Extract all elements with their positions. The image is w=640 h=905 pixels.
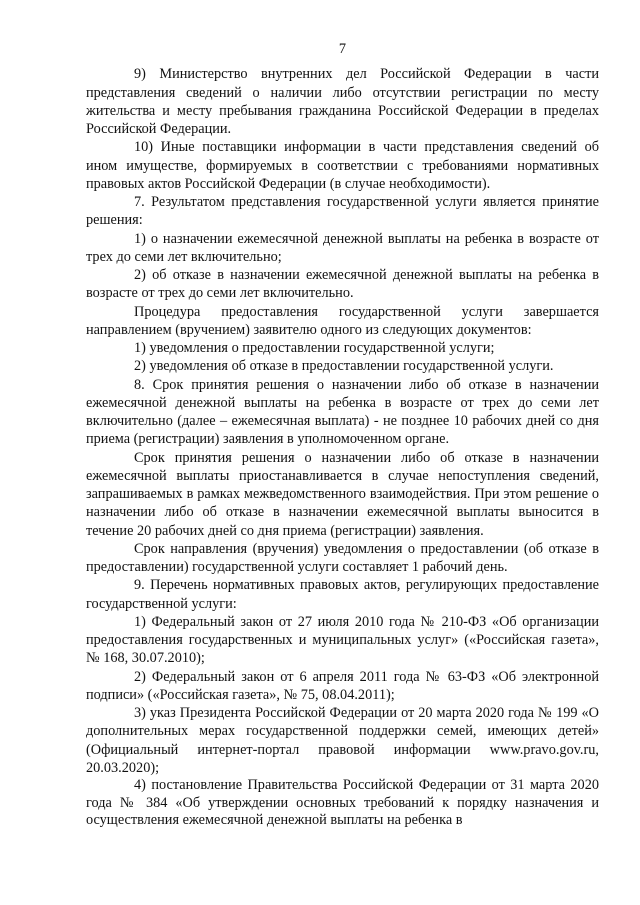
paragraph-procedure-completion: Процедура предоставления государственной услуги завершается направлением (вручением) заявителю одного из следующих документов: <box>86 303 599 338</box>
paragraph-notice-deadline: Срок направления (вручения) уведомления о предоставлении (об отказе в предоставлении) государственной услуги составляет 1 рабочий день. <box>86 540 599 575</box>
paragraph-act-3-presidential-decree: 3) указ Президента Российской Федерации от 20 марта 2020 года № 199 «О дополнительных мерах государственной поддержки семей, имеющих детей» (Официальный интернет-портал правовой информации www.pravo.gov.ru, 20.03.2020); <box>86 705 599 776</box>
paragraph-doc-1-notice-grant: 1) уведомления о предоставлении государственной услуги; <box>134 340 495 356</box>
paragraph-act-2-federal-law-63: 2) Федеральный закон от 6 апреля 2011 года № 63-ФЗ «Об электронной подписи» («Российская газета», № 75, 08.04.2011); <box>86 668 599 703</box>
paragraph-item-9-mvd: 9) Министерство внутренних дел Российской Федерации в части представления сведений о наличии либо отсутствии регистрации по месту жительства и месту пребывания гражданина Российской Федерации в пределах Российской Федерации. <box>86 66 599 137</box>
paragraph-deadline-suspension: Срок принятия решения о назначении либо об отказе в назначении ежемесячной выплаты приостанавливается в случае непоступления сведений, запрашиваемых в рамках межведомственного взаимодействия. При этом решение о назначении либо об отказе в назначении ежемесячной выплаты выносится в течение 20 рабочих дней со дня приема (регистрации) заявления. <box>86 449 599 539</box>
paragraph-item-10-other-providers: 10) Иные поставщики информации в части представления сведений об ином имуществе, формируемых в соответствии с требованиями нормативных правовых актов Российской Федерации (в случае необходимости). <box>86 139 599 192</box>
paragraph-result-1-grant: 1) о назначении ежемесячной денежной выплаты на ребенка в возрасте от трех до семи лет включительно; <box>86 230 599 265</box>
paragraph-act-1-federal-law-210: 1) Федеральный закон от 27 июля 2010 года № 210-ФЗ «Об организации предоставления государственных и муниципальных услуг» («Российская газета», № 168, 30.07.2010); <box>86 613 599 667</box>
paragraph-result-2-refusal: 2) об отказе в назначении ежемесячной денежной выплаты на ребенка в возрасте от трех до семи лет включительно. <box>86 267 599 302</box>
paragraph-doc-2-notice-refusal: 2) уведомления об отказе в предоставлении государственной услуги. <box>134 358 554 375</box>
paragraph-section-8-deadline: 8. Срок принятия решения о назначении либо об отказе в назначении ежемесячной денежной выплаты на ребенка в возрасте от трех до семи лет включительно (далее – ежемесячная выплата) - не позднее 10 рабочих дней со дня приема (регистрации) заявления в уполномоченном органе. <box>86 376 599 448</box>
paragraph-act-4-government-resolution: 4) постановление Правительства Российской Федерации от 31 марта 2020 года № 384 «Об утверждении основных требований к порядку назначения и осуществления ежемесячной денежной выплаты на ребенка в <box>86 777 599 829</box>
page-number: 7 <box>338 41 347 57</box>
paragraph-section-9-legal-acts: 9. Перечень нормативных правовых актов, регулирующих предоставление государственной услуги: <box>86 577 599 612</box>
paragraph-section-7-result: 7. Результатом представления государственной услуги является принятие решения: <box>86 194 599 229</box>
